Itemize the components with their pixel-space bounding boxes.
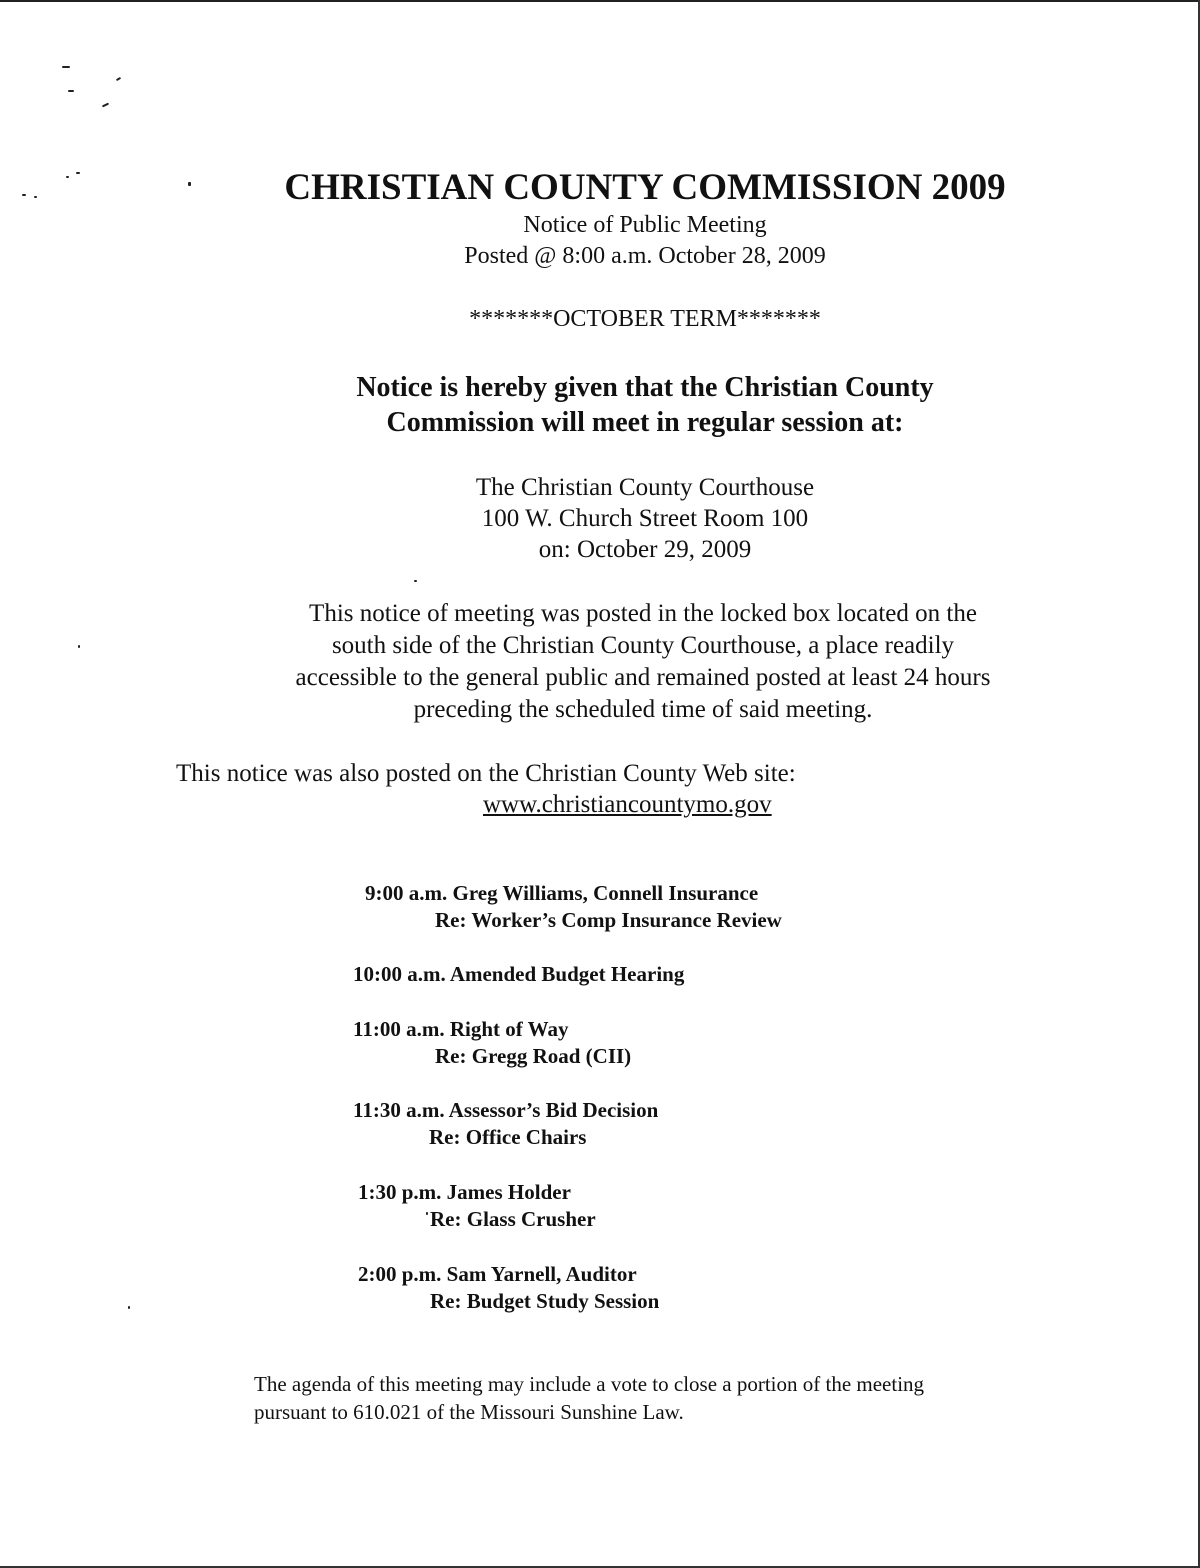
- location-building: The Christian County Courthouse: [475, 474, 815, 501]
- agenda-item: 9:00 a.m. Greg Williams, Connell Insurance: [365, 881, 759, 905]
- scan-speck: [426, 1212, 428, 1215]
- scan-speck: [62, 66, 70, 68]
- scan-speck: [102, 103, 109, 108]
- scan-speck: [68, 90, 74, 92]
- posted-timestamp: Posted @ 8:00 a.m. October 28, 2009: [464, 243, 826, 269]
- page-title: CHRISTIAN COUNTY COMMISSION 2009: [284, 167, 1006, 208]
- notice-line-1: Notice is hereby given that the Christian County: [356, 372, 934, 403]
- agenda-item: 2:00 p.m. Sam Yarnell, Auditor: [358, 1262, 637, 1286]
- agenda-item-re: Re: Worker’s Comp Insurance Review: [435, 908, 782, 932]
- posting-paragraph-line: south side of the Christian County Courthouse, a place readily: [331, 632, 955, 659]
- website-link[interactable]: www.christiancountymo.gov: [483, 791, 772, 818]
- posting-paragraph-line: This notice of meeting was posted in the locked box located on the: [309, 600, 977, 627]
- scan-border-top: [0, 0, 1200, 6]
- location-address: 100 W. Church Street Room 100: [481, 505, 809, 532]
- scan-speck: [128, 1306, 130, 1309]
- agenda-item: 11:30 a.m. Assessor’s Bid Decision: [353, 1098, 659, 1122]
- agenda-item-re: Re: Budget Study Session: [430, 1289, 660, 1313]
- posting-paragraph-line: accessible to the general public and remained posted at least 24 hours: [295, 664, 991, 691]
- agenda-item: 1:30 p.m. James Holder: [358, 1180, 571, 1204]
- agenda-item-re: Re: Office Chairs: [429, 1125, 587, 1149]
- web-notice-text: This notice was also posted on the Christian County Web site:: [176, 760, 796, 787]
- meeting-date: on: October 29, 2009: [538, 536, 752, 563]
- posting-paragraph-line: preceding the scheduled time of said meeting.: [413, 696, 873, 723]
- agenda-item: 11:00 a.m. Right of Way: [353, 1017, 569, 1041]
- notice-line-2: Commission will meet in regular session at:: [386, 407, 904, 438]
- footer-line: pursuant to 610.021 of the Missouri Sunshine Law.: [254, 1400, 684, 1424]
- scan-speck: [116, 77, 121, 81]
- term-heading: *******OCTOBER TERM*******: [469, 306, 821, 332]
- footer-line: The agenda of this meeting may include a vote to close a portion of the meeting: [254, 1372, 925, 1396]
- agenda-item: 10:00 a.m. Amended Budget Hearing: [353, 962, 685, 986]
- notice-subtitle: Notice of Public Meeting: [523, 212, 767, 238]
- agenda-item-re: Re: Glass Crusher: [430, 1207, 596, 1231]
- agenda-item-re: Re: Gregg Road (CII): [435, 1044, 632, 1068]
- scan-speck: [414, 580, 417, 582]
